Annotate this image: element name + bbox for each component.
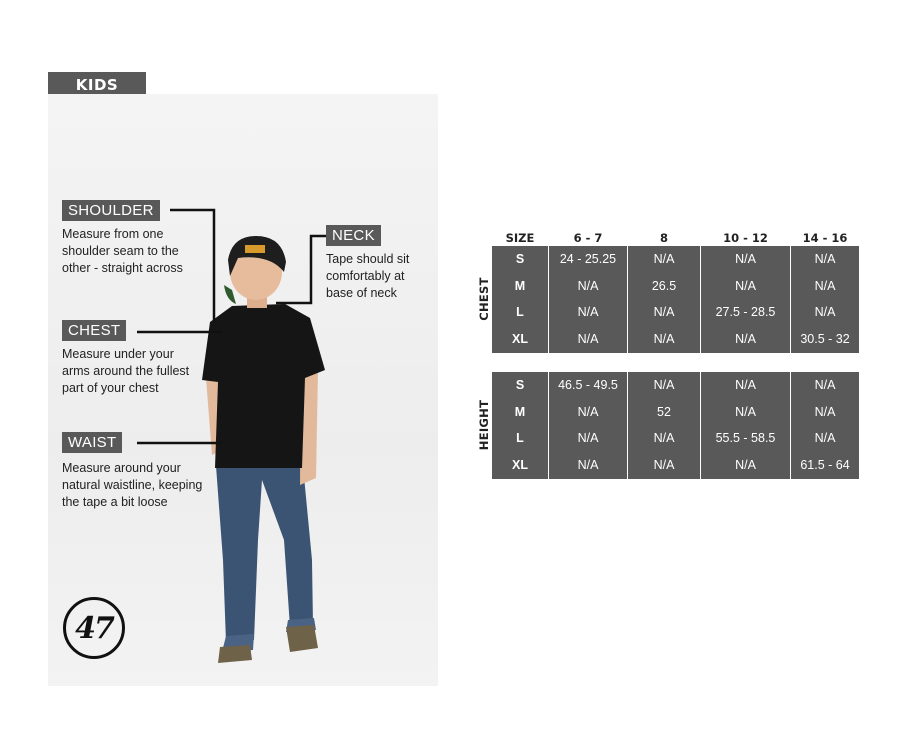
table-cell: 46.5 - 49.5	[558, 377, 618, 392]
column-header-10-12: 10 - 12	[723, 231, 768, 245]
table-cell: N/A	[577, 458, 599, 473]
logo-text: 47	[75, 610, 113, 646]
column-header-8: 8	[659, 231, 668, 245]
size-m: M	[514, 278, 526, 293]
table-cell: N/A	[735, 458, 756, 473]
table-cell: N/A	[577, 278, 599, 293]
table-cell: N/A	[735, 377, 756, 392]
chest-column-10-12	[701, 246, 790, 353]
shoulder-label: SHOULDER	[62, 200, 160, 221]
table-cell: N/A	[577, 404, 599, 419]
chest-column-8	[628, 246, 700, 353]
size-s: S	[515, 377, 525, 392]
height-size-column	[492, 372, 548, 479]
height-column-8	[628, 372, 700, 479]
chest-column-14-16	[791, 246, 859, 353]
table-cell: N/A	[577, 431, 599, 446]
table-cell: 52	[657, 404, 671, 419]
table-cell: N/A	[653, 458, 675, 473]
table-cell: N/A	[653, 251, 675, 266]
size-column-header: SIZE	[505, 231, 535, 245]
size-l: L	[516, 431, 524, 446]
waist-description: Measure around your natural waistline, keeping the tape a bit loose	[62, 461, 203, 509]
table-cell: 30.5 - 32	[800, 332, 850, 347]
chest-description: Measure under your arms around the fullest part of your chest	[62, 347, 190, 395]
chest-size-column	[492, 246, 548, 353]
table-cell: N/A	[653, 332, 675, 347]
table-cell: N/A	[814, 431, 836, 446]
column-header-14-16: 14 - 16	[802, 231, 848, 245]
table-cell: N/A	[814, 278, 836, 293]
table-cell: N/A	[735, 278, 756, 293]
size-m: M	[514, 404, 526, 419]
size-l: L	[516, 305, 524, 320]
height-column-10-12	[701, 372, 790, 479]
table-cell: N/A	[814, 404, 836, 419]
size-s: S	[515, 251, 525, 266]
table-cell: 61.5 - 64	[800, 458, 850, 473]
shoulder-description: Measure from one shoulder seam to the other - straight across	[62, 227, 183, 275]
table-cell: N/A	[577, 332, 599, 347]
column-header-6-7: 6 - 7	[573, 231, 603, 245]
table-cell: N/A	[653, 305, 675, 320]
table-cell: 26.5	[651, 278, 677, 293]
kids-tab-label: KIDS	[75, 75, 119, 94]
height-column-6-7	[549, 372, 627, 479]
neck-label: NECK	[326, 225, 381, 246]
size-xl: XL	[512, 458, 528, 473]
table-cell: N/A	[814, 251, 836, 266]
table-cell: N/A	[653, 431, 675, 446]
chest-label: CHEST	[62, 320, 126, 341]
table-cell: N/A	[735, 251, 756, 266]
chest-column-6-7	[549, 246, 627, 353]
brand-47-logo	[63, 597, 125, 659]
height-table-label: HEIGHT	[477, 399, 491, 451]
table-cell: 27.5 - 28.5	[715, 305, 776, 320]
table-cell: N/A	[577, 305, 599, 320]
table-cell: N/A	[735, 332, 756, 347]
height-column-14-16	[791, 372, 859, 479]
table-cell: N/A	[653, 377, 675, 392]
table-cell: N/A	[814, 305, 836, 320]
waist-label: WAIST	[62, 432, 122, 453]
neck-description: Tape should sit comfortably at base of neck	[326, 252, 410, 300]
chest-table-label: CHEST	[477, 277, 491, 321]
table-cell: 55.5 - 58.5	[715, 431, 776, 446]
table-cell: N/A	[735, 404, 756, 419]
size-xl: XL	[512, 332, 528, 347]
table-cell: 24 - 25.25	[559, 251, 617, 266]
table-cell: N/A	[814, 377, 836, 392]
